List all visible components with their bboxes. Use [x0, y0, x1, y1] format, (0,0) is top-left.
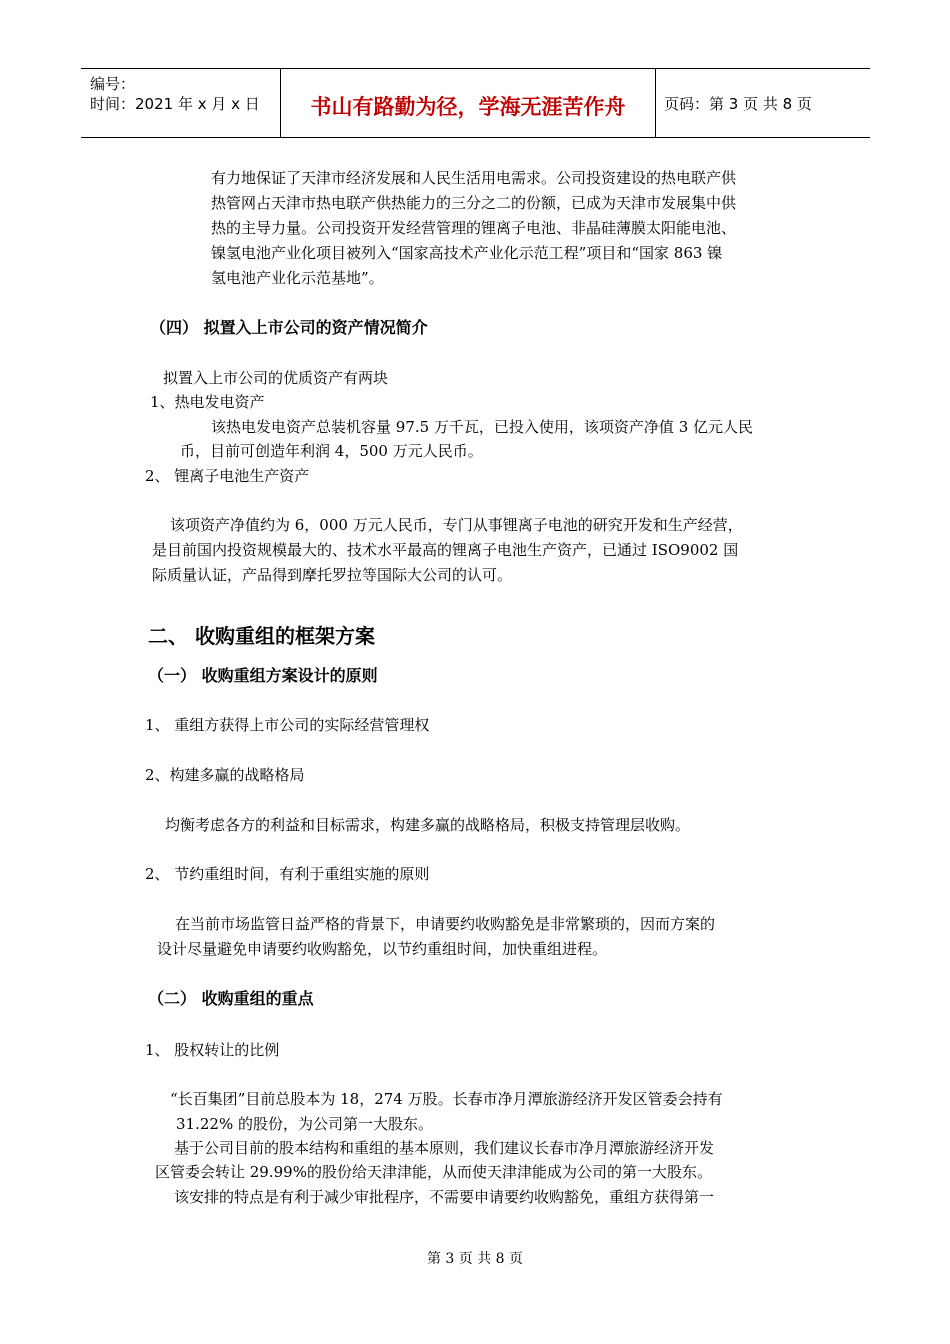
header-page-cell	[656, 69, 870, 137]
paragraph-line: 设计尽量避免申请要约收购豁免，以节约重组时间，加快重组进程。	[157, 940, 608, 958]
paragraph-line: “长百集团”目前总股本为 18，274 万股。长春市净月潭旅游经济开发区管委会持有	[170, 1090, 723, 1108]
list-item-title: 1、热电发电资产	[150, 393, 265, 411]
header-meta-cell	[81, 69, 281, 137]
document-date: 时间：2021 年 x 月 x 日	[90, 95, 260, 113]
paragraph-line: 该安排的特点是有利于减少审批程序，不需要申请要约收购豁免，重组方获得第一	[174, 1188, 715, 1206]
chapter-heading: 二、 收购重组的框架方案	[148, 624, 375, 648]
paragraph-line: 该热电发电资产总装机容量 97.5 万千瓦，已投入使用，该项资产净值 3 亿元人民	[211, 418, 754, 436]
section-heading: （四） 拟置入上市公司的资产情况简介	[150, 318, 428, 337]
paragraph-line: 镍氢电池产业化项目被列入“国家高技术产业化示范工程”项目和“国家 863 镍	[211, 244, 723, 262]
paragraph-line: 在当前市场监管日益严格的背景下，申请要约收购豁免是非常繁琐的，因而方案的	[175, 915, 716, 933]
header-page-code: 页码：第 3 页 共 8 页	[664, 95, 812, 113]
paragraph-line: 基于公司目前的股本结构和重组的基本原则，我们建议长春市净月潭旅游经济开发	[174, 1139, 715, 1157]
paragraph-line: 有力地保证了天津市经济发展和人民生活用电需求。公司投资建设的热电联产供	[211, 169, 737, 187]
section-heading: （二） 收购重组的重点	[148, 989, 314, 1008]
page-footer: 第 3 页 共 8 页	[426, 1251, 524, 1267]
list-item-title: 1、 重组方获得上市公司的实际经营管理权	[145, 716, 430, 734]
paragraph-line: 该项资产净值约为 6，000 万元人民币，专门从事锂离子电池的研究开发和生产经营，	[170, 516, 743, 534]
header-slogan: 书山有路勤为径，学海无涯苦作舟	[310, 95, 626, 119]
paragraph-line: 热的主导力量。公司投资开发经营管理的锂离子电池、非晶硅薄膜太阳能电池、	[211, 219, 737, 237]
paragraph-line: 是目前国内投资规模最大的、技术水平最高的锂离子电池生产资产，已通过 ISO9002 国	[152, 541, 739, 559]
list-item-title: 2、 锂离子电池生产资产	[145, 467, 310, 485]
page-header	[81, 68, 870, 138]
list-item-title: 2、 节约重组时间，有利于重组实施的原则	[145, 865, 430, 883]
paragraph-line: 氢电池产业化示范基地”。	[211, 269, 384, 287]
list-item-title: 2、构建多赢的战略格局	[145, 766, 305, 784]
header-slogan-cell	[281, 69, 656, 137]
section-heading: （一） 收购重组方案设计的原则	[148, 666, 378, 685]
paragraph-line: 拟置入上市公司的优质资产有两块	[163, 369, 389, 387]
paragraph-line: 区管委会转让 29.99%的股份给天津津能，从而使天津津能成为公司的第一大股东。	[155, 1163, 712, 1181]
paragraph-line: 均衡考虑各方的利益和目标需求，构建多赢的战略格局，积极支持管理层收购。	[165, 816, 691, 834]
document-number-label: 编号：	[90, 75, 136, 93]
paragraph-line: 际质量认证，产品得到摩托罗拉等国际大公司的认可。	[152, 566, 513, 584]
paragraph-line: 热管网占天津市热电联产供热能力的三分之二的份额，已成为天津市发展集中供	[211, 194, 737, 212]
paragraph-line: 31.22% 的股份，为公司第一大股东。	[176, 1115, 433, 1133]
list-item-title: 1、 股权转让的比例	[145, 1041, 280, 1059]
paragraph-line: 币，目前可创造年利润 4，500 万元人民币。	[180, 442, 483, 460]
